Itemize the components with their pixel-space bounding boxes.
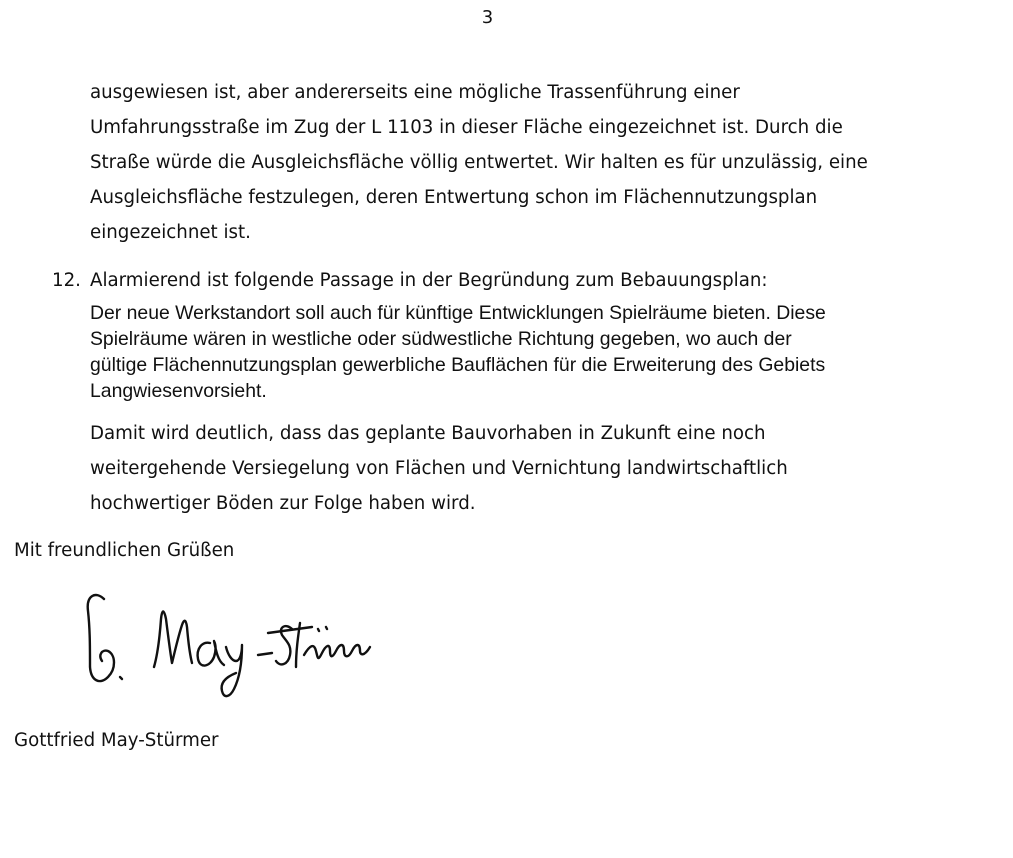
paragraph-line: Damit wird deutlich, dass das geplante Bauvorhaben in Zukunft eine noch <box>90 423 766 444</box>
paragraph-line: Ausgleichsfläche festzulegen, deren Entwertung schon im Flächennutzungsplan <box>90 187 818 208</box>
paragraph-line: eingezeichnet ist. <box>90 222 251 243</box>
quote-line: Spielräume wären in westliche oder südwestliche Richtung gegeben, wo auch der <box>90 328 792 350</box>
signer-name: Gottfried May-Stürmer <box>14 730 219 751</box>
page-number: 3 <box>481 7 494 28</box>
quote-line: gültige Flächennutzungsplan gewerbliche Bauflächen für die Erweiterung des Gebiets <box>90 354 826 376</box>
closing-greeting: Mit freundlichen Grüßen <box>14 540 235 561</box>
paragraph-line: hochwertiger Böden zur Folge haben wird. <box>90 493 476 514</box>
paragraph-line: Straße würde die Ausgleichsfläche völlig entwertet. Wir halten es für unzulässig, eine <box>90 152 868 173</box>
paragraph-line: ausgewiesen ist, aber andererseits eine mögliche Trassenführung einer <box>90 82 740 103</box>
paragraph-line: weitergehende Versiegelung von Flächen und Vernichtung landwirtschaftlich <box>90 458 788 479</box>
quote-line: Der neue Werkstandort soll auch für künftige Entwicklungen Spielräume bieten. Diese <box>90 302 826 324</box>
list-item-heading: Alarmierend ist folgende Passage in der Begründung zum Bebauungsplan: <box>90 270 768 291</box>
list-item-number: 12. <box>52 270 81 291</box>
paragraph-line: Umfahrungsstraße im Zug der L 1103 in dieser Fläche eingezeichnet ist. Durch die <box>90 117 843 138</box>
quote-line: Langwiesenvorsieht. <box>90 380 267 402</box>
handwritten-signature <box>60 585 380 705</box>
